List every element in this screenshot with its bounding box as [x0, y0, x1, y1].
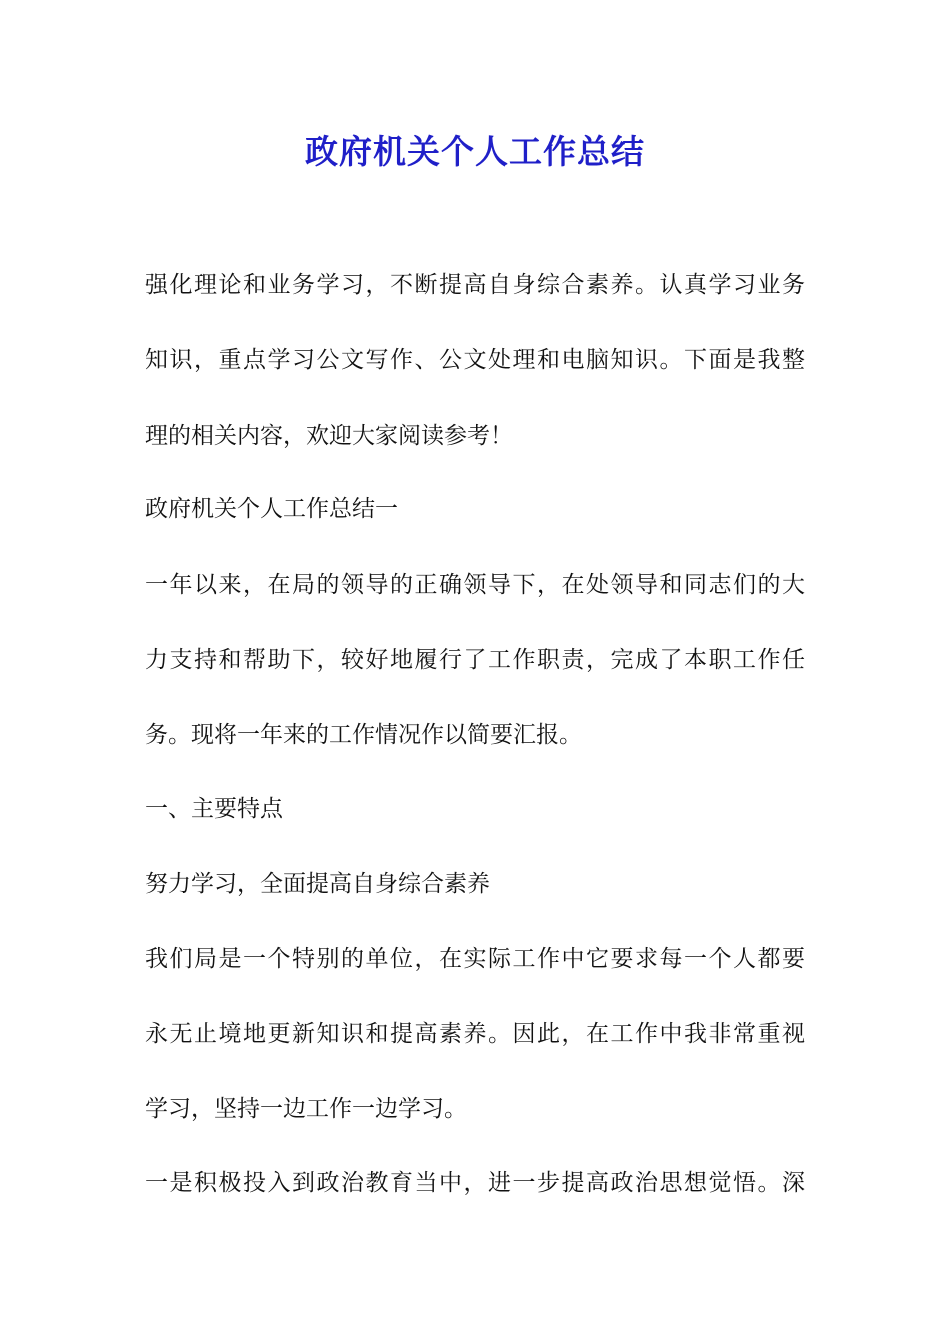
document-title: 政府机关个人工作总结: [305, 132, 645, 171]
paragraph-line: 强化理论和业务学习，不断提高自身综合素养。认真学习业务: [145, 272, 805, 298]
paragraph-line: 我们局是一个特别的单位，在实际工作中它要求每一个人都要: [145, 946, 805, 972]
paragraph-line: 一年以来，在局的领导的正确领导下，在处领导和同志们的大: [145, 572, 805, 598]
section-heading: 政府机关个人工作总结一: [145, 496, 398, 522]
paragraph-line: 一是积极投入到政治教育当中，进一步提高政治思想觉悟。深: [145, 1170, 805, 1196]
subsection-heading: 努力学习，全面提高自身综合素养: [145, 871, 490, 897]
section-heading: 一、主要特点: [145, 796, 283, 822]
paragraph-line: 力支持和帮助下，较好地履行了工作职责，完成了本职工作任: [145, 647, 805, 673]
paragraph-line: 学习，坚持一边工作一边学习。: [145, 1096, 467, 1122]
paragraph-line: 理的相关内容，欢迎大家阅读参考！: [145, 423, 513, 449]
paragraph-line: 务。现将一年来的工作情况作以简要汇报。: [145, 722, 582, 748]
paragraph-line: 永无止境地更新知识和提高素养。因此，在工作中我非常重视: [145, 1021, 805, 1047]
paragraph-line: 知识，重点学习公文写作、公文处理和电脑知识。下面是我整: [145, 347, 805, 373]
